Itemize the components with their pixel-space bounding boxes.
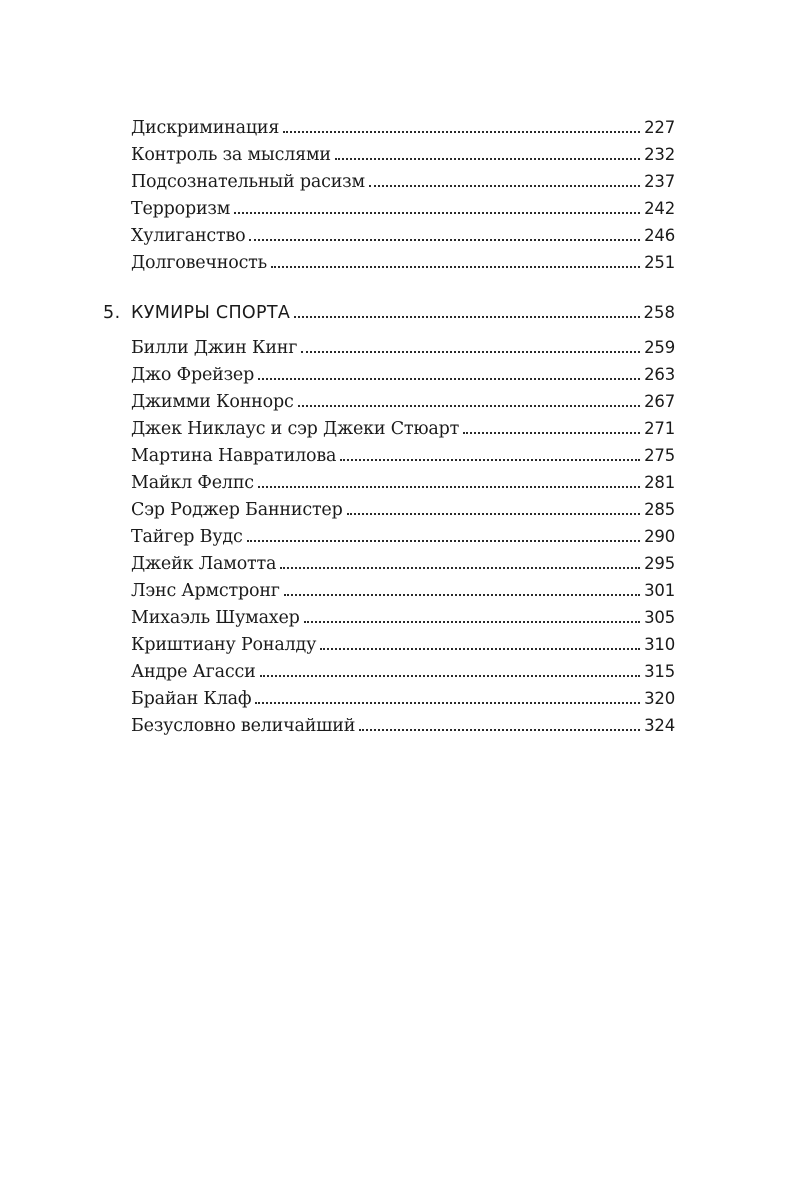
toc-entry-title: Терроризм [131, 199, 231, 219]
toc-entry-title: Андре Агасси [131, 662, 256, 682]
dot-leader [249, 239, 640, 241]
dot-leader [234, 212, 640, 214]
dot-leader [463, 432, 640, 434]
toc-entry[interactable] [131, 712, 675, 739]
dot-leader [369, 185, 640, 187]
dot-leader [260, 675, 641, 677]
toc-entry-page: 320 [644, 689, 675, 708]
dot-leader [304, 621, 640, 623]
toc-section-previous-chapter [131, 114, 675, 276]
dot-leader [255, 702, 640, 704]
toc-entry-title: Сэр Роджер Баннистер [131, 500, 343, 520]
toc-entry-page: 232 [644, 145, 675, 164]
toc-entry-title: Джимми Коннорс [131, 392, 294, 412]
toc-entry[interactable] [131, 249, 675, 276]
dot-leader [335, 158, 640, 160]
dot-leader [247, 540, 641, 542]
toc-entry[interactable] [131, 469, 675, 496]
toc-entry[interactable] [131, 222, 675, 249]
toc-entry-title: Тайгер Вудс [131, 527, 243, 547]
toc-entry-title: Безусловно величайший [131, 716, 356, 736]
toc-entry-page: 251 [644, 253, 675, 272]
toc-entry[interactable] [131, 388, 675, 415]
toc-entry[interactable] [131, 168, 675, 195]
toc-entry-title: Михаэль Шумахер [131, 608, 300, 628]
dot-leader [258, 378, 640, 380]
dot-leader [283, 131, 640, 133]
toc-entry-page: 259 [644, 338, 675, 357]
toc-entry-page: 227 [644, 118, 675, 137]
toc-entry-page: 267 [644, 392, 675, 411]
toc-entry-page: 310 [644, 635, 675, 654]
toc-entry[interactable] [131, 631, 675, 658]
dot-leader [320, 648, 640, 650]
dot-leader [284, 594, 640, 596]
toc-entry-title: Мартина Навратилова [131, 446, 337, 466]
toc-entry[interactable] [131, 550, 675, 577]
toc-entry-title: Хулиганство [131, 226, 246, 246]
toc-chapter-heading[interactable] [103, 296, 675, 330]
toc-entry-title: Майкл Фелпс [131, 473, 254, 493]
dot-leader [258, 486, 640, 488]
dot-leader [294, 316, 639, 318]
dot-leader [359, 729, 640, 731]
toc-entry[interactable] [131, 685, 675, 712]
dot-leader [340, 459, 640, 461]
toc-entry[interactable] [131, 577, 675, 604]
dot-leader [298, 405, 641, 407]
toc-entry-title: Брайан Клаф [131, 689, 252, 709]
toc-entry-page: 305 [644, 608, 675, 627]
toc-entry-page: 281 [644, 473, 675, 492]
toc-entry-page: 301 [644, 581, 675, 600]
toc-entry[interactable] [131, 415, 675, 442]
toc-section-chapter-5 [103, 296, 675, 739]
toc-entry[interactable] [131, 334, 675, 361]
toc-entry-title: Джо Фрейзер [131, 365, 255, 385]
toc-entry[interactable] [131, 141, 675, 168]
toc-entry-page: 237 [644, 172, 675, 191]
toc-entry-page: 315 [644, 662, 675, 681]
toc-entry-page: 324 [644, 716, 675, 735]
toc-entry[interactable] [131, 442, 675, 469]
toc-entry[interactable] [131, 523, 675, 550]
toc-entry[interactable] [131, 658, 675, 685]
toc-entry-page: 263 [644, 365, 675, 384]
toc-entry[interactable] [131, 195, 675, 222]
toc-entry-title: Джек Никлаус и сэр Джеки Стюарт [131, 419, 460, 439]
toc-entry-title: Билли Джин Кинг [131, 338, 298, 358]
dot-leader [271, 266, 640, 268]
toc-entry[interactable] [131, 496, 675, 523]
toc-entry-page: 246 [644, 226, 675, 245]
toc-entry-page: 295 [644, 554, 675, 573]
toc-entry-title: Джейк Ламотта [131, 554, 277, 574]
dot-leader [347, 513, 641, 515]
toc-entry-page: 285 [644, 500, 675, 519]
toc-entry[interactable] [131, 604, 675, 631]
toc-entry-title: Криштиану Роналду [131, 635, 317, 655]
toc-entry-title: Контроль за мыслями [131, 145, 331, 165]
dot-leader [301, 351, 640, 353]
dot-leader [280, 567, 640, 569]
toc-entry-title: Долговечность [131, 253, 267, 273]
toc-entry-page: 275 [644, 446, 675, 465]
toc-entry-title: Подсознательный расизм [131, 172, 365, 192]
toc-entry-title: Дискриминация [131, 118, 280, 138]
toc-entry[interactable] [131, 361, 675, 388]
toc-entry-page: 290 [644, 527, 675, 546]
chapter-page: 258 [643, 303, 675, 322]
toc-entry-page: 242 [644, 199, 675, 218]
chapter-title: КУМИРЫ СПОРТА [131, 303, 291, 323]
chapter-number: 5. [103, 303, 121, 323]
toc-entry[interactable] [131, 114, 675, 141]
toc-entry-title: Лэнс Армстронг [131, 581, 280, 601]
toc-entry-page: 271 [644, 419, 675, 438]
